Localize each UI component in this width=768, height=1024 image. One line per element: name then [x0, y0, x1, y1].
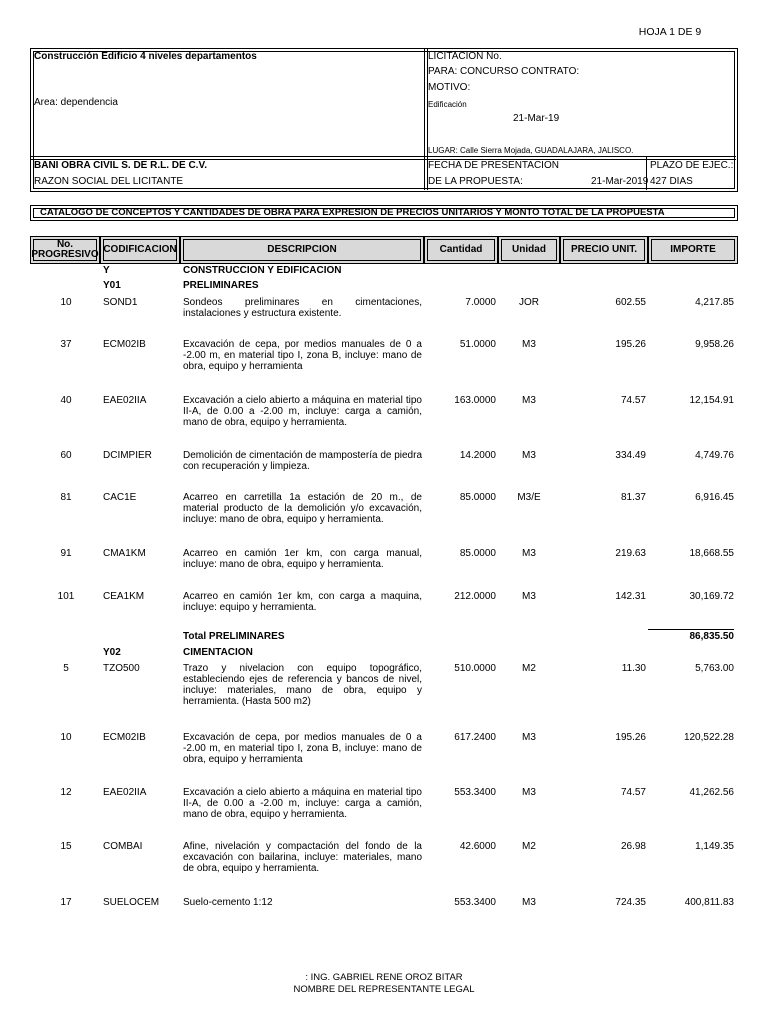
- col-header-cantidad: Cantidad: [424, 236, 498, 264]
- row-price: 81.37: [620, 492, 646, 503]
- row-price: 11.30: [621, 663, 646, 674]
- row-no: 17: [60, 897, 72, 908]
- row-amount: 18,668.55: [689, 548, 734, 559]
- row-price: 334.49: [615, 450, 646, 461]
- row-unit: M3: [522, 591, 536, 602]
- area-label: Area: dependencia: [34, 97, 118, 108]
- row-code: SUELOCEM: [103, 897, 160, 908]
- row-price: 26.98: [620, 841, 646, 852]
- row-unit: M3: [522, 897, 536, 908]
- razon-social-label: RAZON SOCIAL DEL LICITANTE: [34, 176, 184, 187]
- row-unit: M3: [522, 339, 536, 350]
- row-no: 81: [60, 492, 72, 503]
- row-code: EAE02IIA: [103, 787, 147, 798]
- row-qty: 42.6000: [459, 841, 496, 852]
- row-no: 5: [63, 663, 69, 674]
- edificacion-label: Edificación: [428, 100, 467, 109]
- row-desc: Afine, nivelación y compactación del fondo de la excavación con bailarina, incluye: materiales, mano de obra, equipo y herramienta.: [183, 841, 422, 874]
- row-qty: 14.2000: [459, 450, 496, 461]
- row-unit: M3: [522, 395, 536, 406]
- row-code: CEA1KM: [103, 591, 145, 602]
- group-title: PRELIMINARES: [183, 280, 259, 291]
- row-unit: M3: [522, 787, 536, 798]
- row-qty: 51.0000: [459, 339, 496, 350]
- row-no: 12: [60, 787, 72, 798]
- row-price: 74.57: [620, 395, 646, 406]
- row-amount: 41,262.56: [689, 787, 734, 798]
- row-desc: Excavación de cepa, por medios manuales de 0 a -2.00 m, en material tipo I, zona B, incluye: mano de obra, equipo y herramienta: [183, 339, 422, 372]
- row-no: 101: [57, 591, 75, 602]
- col-header-descripcion: DESCRIPCION: [180, 236, 424, 264]
- page-number: HOJA 1 DE 9: [638, 26, 702, 38]
- row-desc: Acarreo en carretilla 1a estación de 20 m., de material producto de la demolición y/o excavación, incluye: mano de obra, equipo y herramienta.: [183, 492, 422, 525]
- plazo-label: PLAZO DE EJEC.:: [650, 160, 734, 171]
- row-no: 37: [60, 339, 72, 350]
- row-price: 219.63: [615, 548, 646, 559]
- motivo-label: MOTIVO:: [428, 82, 471, 93]
- catalog-title: CATALOGO DE CONCEPTOS Y CANTIDADES DE OBRA PARA EXPRESION DE PRECIOS UNITARIOS Y MONTO TOTAL DE LA PROPUESTA: [40, 207, 665, 218]
- row-qty: 85.0000: [459, 548, 496, 559]
- row-price: 74.57: [620, 787, 646, 798]
- row-desc: Suelo-cemento 1:12: [183, 897, 273, 908]
- row-qty: 7.0000: [465, 297, 496, 308]
- row-no: 10: [60, 297, 72, 308]
- row-unit: M2: [522, 663, 536, 674]
- row-amount: 4,217.85: [695, 297, 734, 308]
- signature-name: : ING. GABRIEL RENE OROZ BITAR: [305, 972, 463, 983]
- row-unit: M3: [522, 450, 536, 461]
- row-no: 60: [60, 450, 72, 461]
- header-date: 21-Mar-19: [513, 113, 560, 124]
- group-total-value: 86,835.50: [689, 631, 734, 642]
- col-header-no-line2: PROGRESIVO: [31, 249, 99, 260]
- group-total-label: Total PRELIMINARES: [183, 631, 285, 642]
- row-no: 91: [60, 548, 72, 559]
- group-title: CIMENTACION: [183, 647, 253, 658]
- group-code: Y01: [103, 280, 121, 291]
- row-code: CMA1KM: [103, 548, 146, 559]
- row-amount: 5,763.00: [695, 663, 734, 674]
- para-label: PARA: CONCURSO CONTRATO:: [428, 66, 580, 77]
- row-no: 10: [60, 732, 72, 743]
- row-unit: JOR: [519, 297, 539, 308]
- row-amount: 4,749.76: [695, 450, 734, 461]
- row-desc: Acarreo en camión 1er km, con carga a maquina, incluye: equipo y herramienta.: [183, 591, 422, 613]
- licitacion-label: LICITACION No.: [428, 51, 502, 62]
- project-title: Construcción Edificio 4 niveles departamentos: [34, 51, 257, 62]
- row-unit: M3/E: [517, 492, 541, 503]
- fecha-value: 21-Mar-2019: [591, 176, 649, 187]
- row-code: TZO500: [103, 663, 140, 674]
- de-la-propuesta-label: DE LA PROPUESTA:: [428, 176, 523, 187]
- row-amount: 12,154.91: [689, 395, 734, 406]
- row-unit: M2: [522, 841, 536, 852]
- row-amount: 1,149.35: [695, 841, 734, 852]
- row-price: 724.35: [615, 897, 646, 908]
- row-desc: Sondeos preliminares en cimentaciones, instalaciones y estructura existente.: [183, 297, 422, 319]
- row-price: 195.26: [615, 339, 646, 350]
- company-name: BANI OBRA CIVIL S. DE R.L. DE C.V.: [34, 160, 207, 171]
- row-unit: M3: [522, 548, 536, 559]
- row-code: ECM02IB: [103, 732, 146, 743]
- col-header-codificacion: CODIFICACION: [100, 236, 180, 264]
- row-desc: Demolición de cimentación de mampostería de piedra con recuperación y limpieza.: [183, 450, 423, 472]
- row-price: 142.31: [615, 591, 646, 602]
- row-desc: Acarreo en camión 1er km, con carga manual, incluye: mano de obra, equipo y herramienta.: [183, 548, 422, 570]
- row-unit: M3: [522, 732, 536, 743]
- col-header-unidad: Unidad: [498, 236, 560, 264]
- row-no: 15: [60, 841, 72, 852]
- row-desc: Trazo y nivelacion con equipo topográfico, estableciendo ejes de referencia y bancos de nivel, incluye: materiales, mano de obra, equipo y herramienta. (Hasta 500 m2): [183, 663, 422, 707]
- signature-title: NOMBRE DEL REPRESENTANTE LEGAL: [293, 984, 475, 995]
- row-qty: 163.0000: [454, 395, 496, 406]
- row-amount: 400,811.83: [684, 897, 734, 908]
- section-title: CONSTRUCCION Y EDIFICACION: [183, 265, 342, 276]
- section-code: Y: [103, 265, 110, 276]
- col-header-precio: PRECIO UNIT.: [560, 236, 648, 264]
- row-amount: 9,958.26: [695, 339, 734, 350]
- col-header-importe: IMPORTE: [648, 236, 738, 264]
- row-desc: Excavación de cepa, por medios manuales de 0 a -2.00 m, en material tipo I, zona B, incluye: mano de obra, equipo y herramienta: [183, 732, 422, 765]
- row-amount: 6,916.45: [695, 492, 734, 503]
- row-qty: 553.3400: [454, 897, 496, 908]
- row-amount: 30,169.72: [689, 591, 734, 602]
- lugar-label: LUGAR: Calle Sierra Mojada, GUADALAJARA, JALISCO.: [428, 146, 634, 155]
- row-price: 602.55: [615, 297, 646, 308]
- row-qty: 510.0000: [454, 663, 496, 674]
- plazo-value: 427 DIAS: [650, 176, 693, 187]
- row-code: SOND1: [103, 297, 138, 308]
- row-no: 40: [60, 395, 72, 406]
- row-qty: 553.3400: [454, 787, 496, 798]
- row-qty: 85.0000: [459, 492, 496, 503]
- row-desc: Excavación a cielo abierto a máquina en material tipo II-A, de 0.00 a -2.00 m, incluye: carga a camión, mano de obra, equipo y herramienta.: [183, 787, 422, 820]
- row-price: 195.26: [615, 732, 646, 743]
- fecha-presentacion-label: FECHA DE PRESENTACION: [428, 160, 559, 171]
- row-code: COMBAI: [103, 841, 143, 852]
- group-code: Y02: [103, 647, 121, 658]
- row-code: EAE02IIA: [103, 395, 147, 406]
- row-desc: Excavación a cielo abierto a máquina en material tipo II-A, de 0.00 a -2.00 m, incluye: carga a camión, mano de obra, equipo y herramienta.: [183, 395, 422, 428]
- row-amount: 120,522.28: [683, 732, 734, 743]
- row-code: DCIMPIER: [103, 450, 152, 461]
- col-header-no: [30, 236, 100, 264]
- row-code: ECM02IB: [103, 339, 146, 350]
- row-code: CAC1E: [103, 492, 137, 503]
- row-qty: 617.2400: [454, 732, 496, 743]
- row-qty: 212.0000: [454, 591, 496, 602]
- col-header-no-line1: No.: [56, 239, 74, 250]
